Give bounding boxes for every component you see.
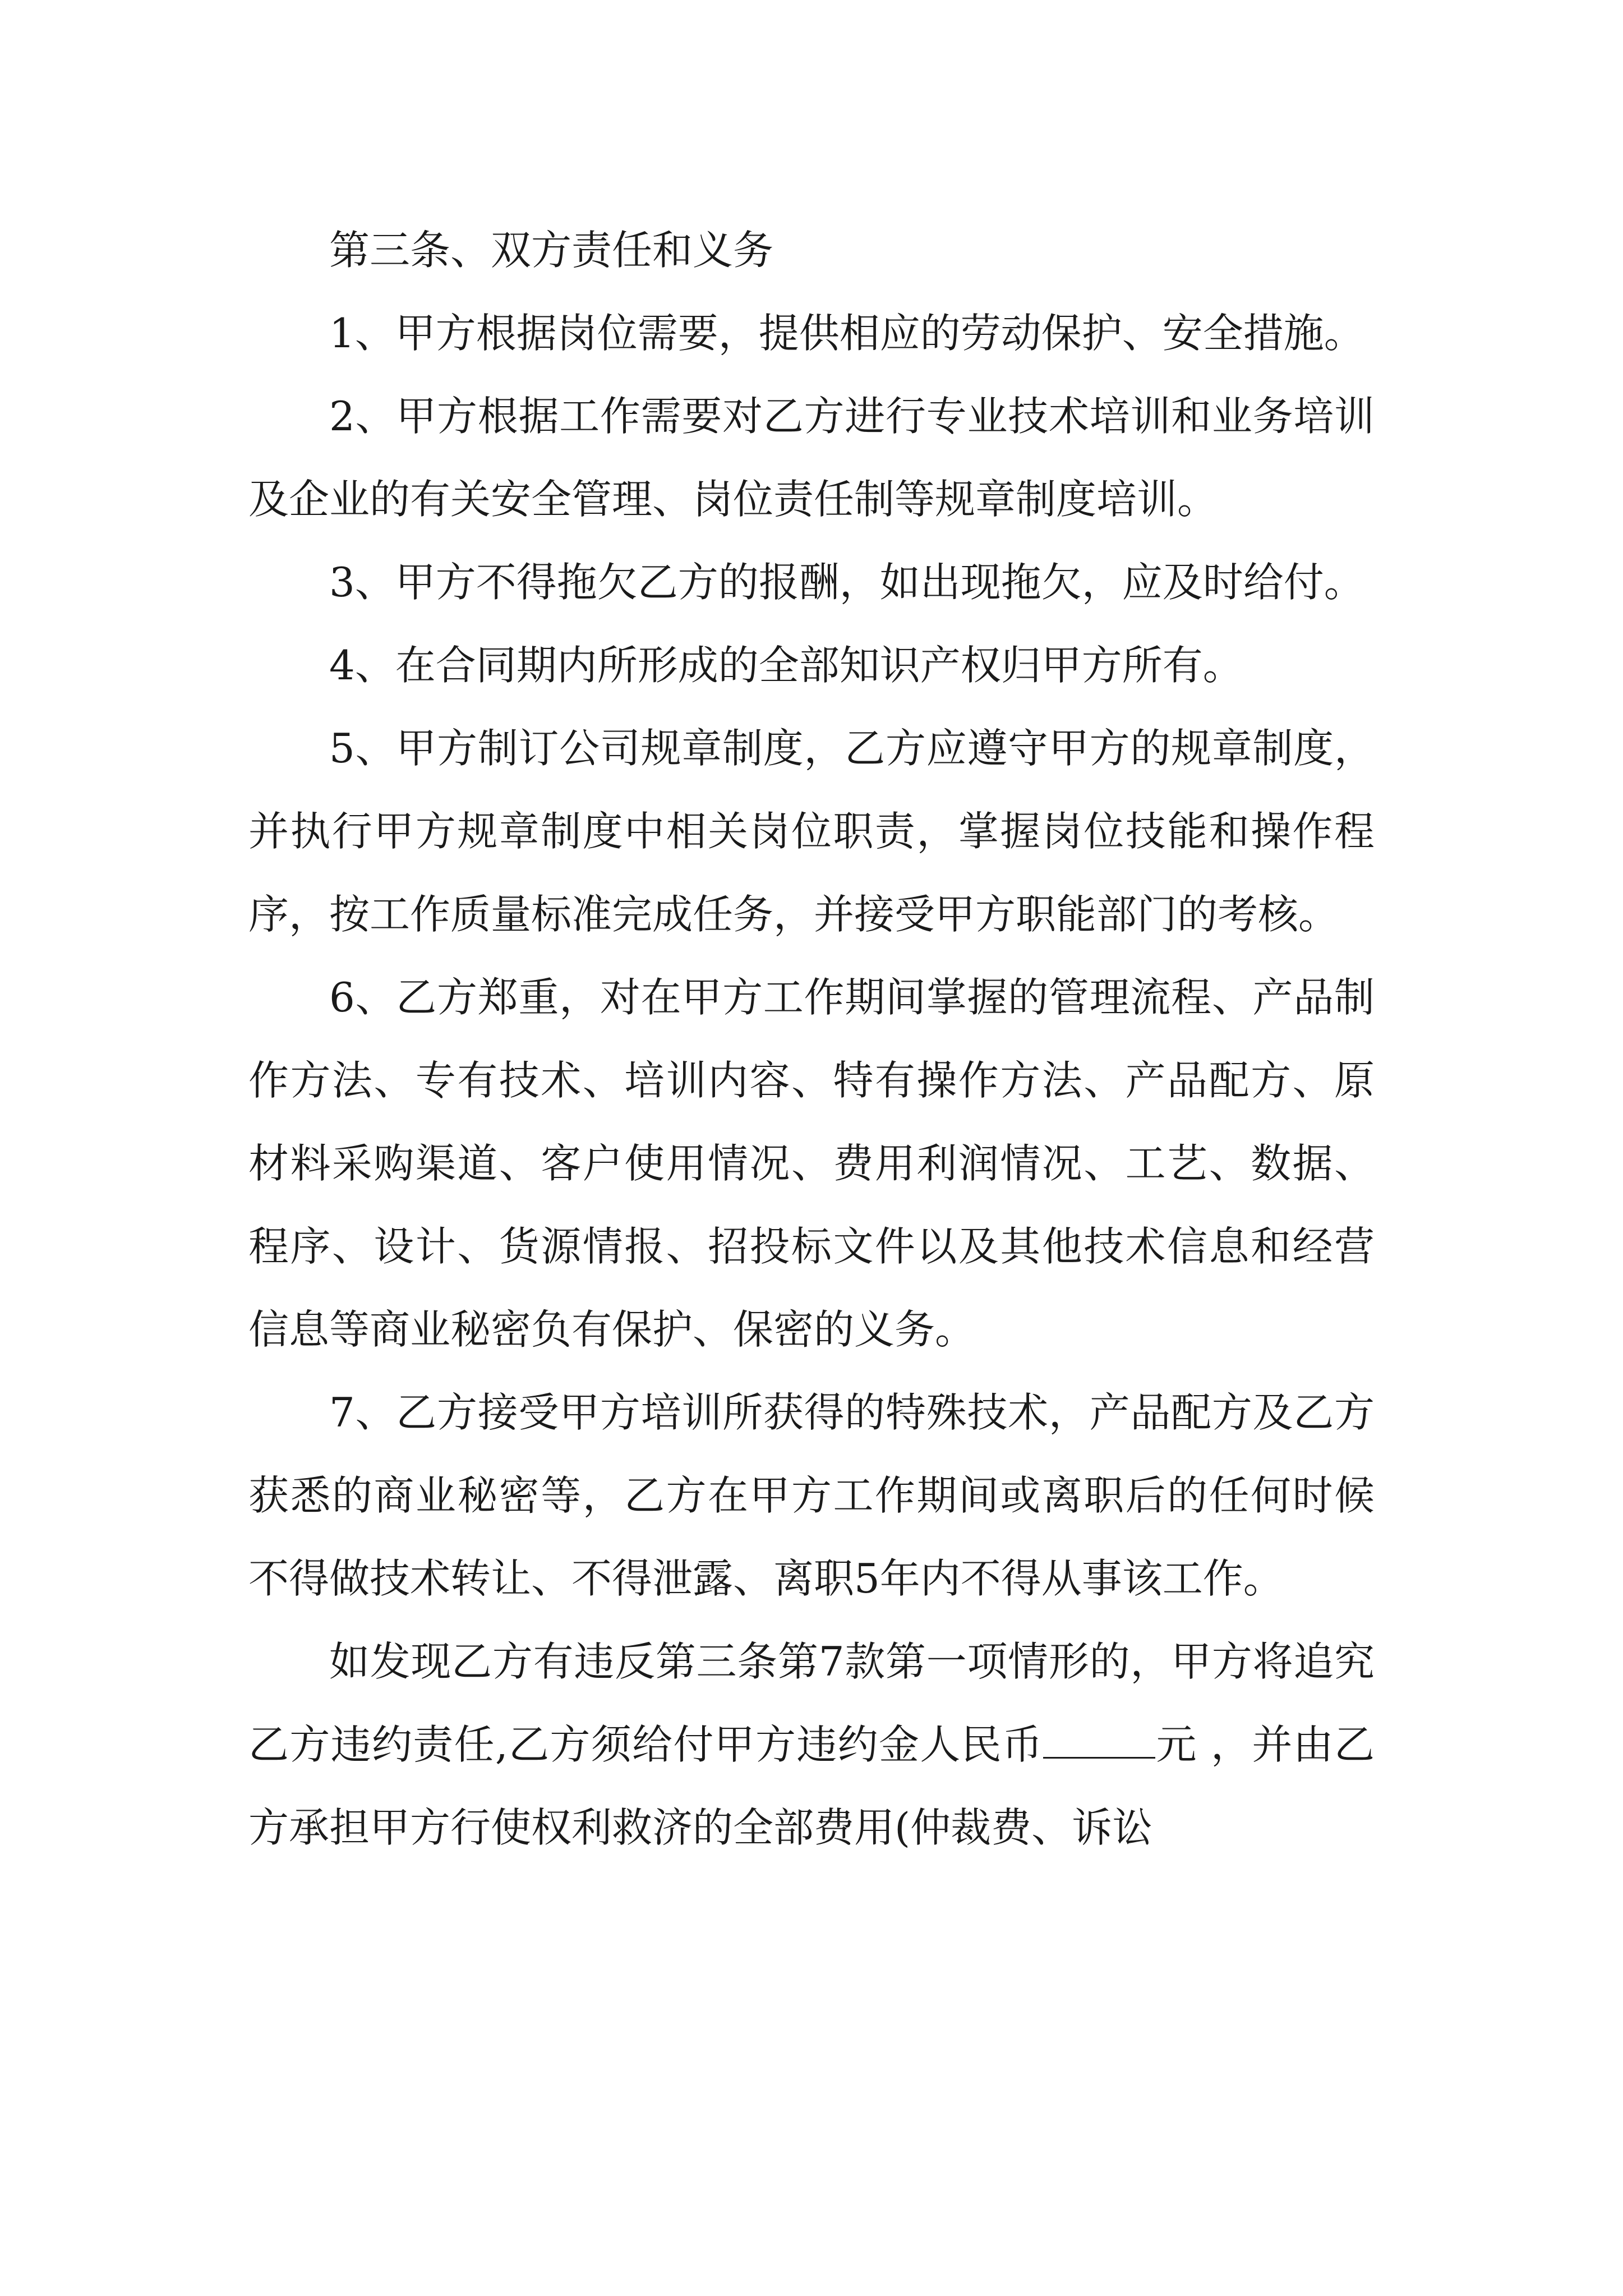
penalty-text-before: 如发现乙方有违反第三条第7款第一项情形的，甲方将追究乙方违约责任,乙方须给付甲方违约金人民币 <box>248 1638 1375 1768</box>
clause-1: 1、甲方根据岗位需要，提供相应的劳动保护、安全措施。 <box>329 310 1364 357</box>
clause-4: 4、在合同期内所形成的全部知识产权归甲方所有。 <box>329 642 1243 689</box>
clause-3: 3、甲方不得拖欠乙方的报酬，如出现拖欠，应及时给付。 <box>329 559 1364 606</box>
document-body <box>248 209 1375 1869</box>
amount-blank <box>1043 1723 1155 1759</box>
clause-5: 5、甲方制订公司规章制度，乙方应遵守甲方的规章制度，并执行甲方规章制度中相关岗位职责，掌握岗位技能和操作程序，按工作质量标准完成任务，并接受甲方职能部门的考核。 <box>248 725 1375 938</box>
clause-2: 2、甲方根据工作需要对乙方进行专业技术培训和业务培训及企业的有关安全管理、岗位责任制等规章制度培训。 <box>248 393 1375 523</box>
penalty-text-after: 元 ，并由乙方承担甲方行使权利救济的全部费用(仲裁费、诉讼 <box>248 1721 1375 1851</box>
clause-7: 7、乙方接受甲方培训所获得的特殊技术，产品配方及乙方获悉的商业秘密等，乙方在甲方工作期间或离职后的任何时候不得做技术转让、不得泄露、离职5年内不得从事该工作。 <box>248 1389 1375 1602</box>
penalty-clause <box>248 1620 1375 1869</box>
clause-6: 6、乙方郑重，对在甲方工作期间掌握的管理流程、产品制作方法、专有技术、培训内容、特有操作方法、产品配方、原材料采购渠道、客户使用情况、费用利润情况、工艺、数据、程序、设计、货源情报、招投标文件以及其他技术信息和经营信息等商业秘密负有保护、保密的义务。 <box>248 974 1375 1353</box>
section-heading: 第三条、双方责任和义务 <box>329 227 774 274</box>
